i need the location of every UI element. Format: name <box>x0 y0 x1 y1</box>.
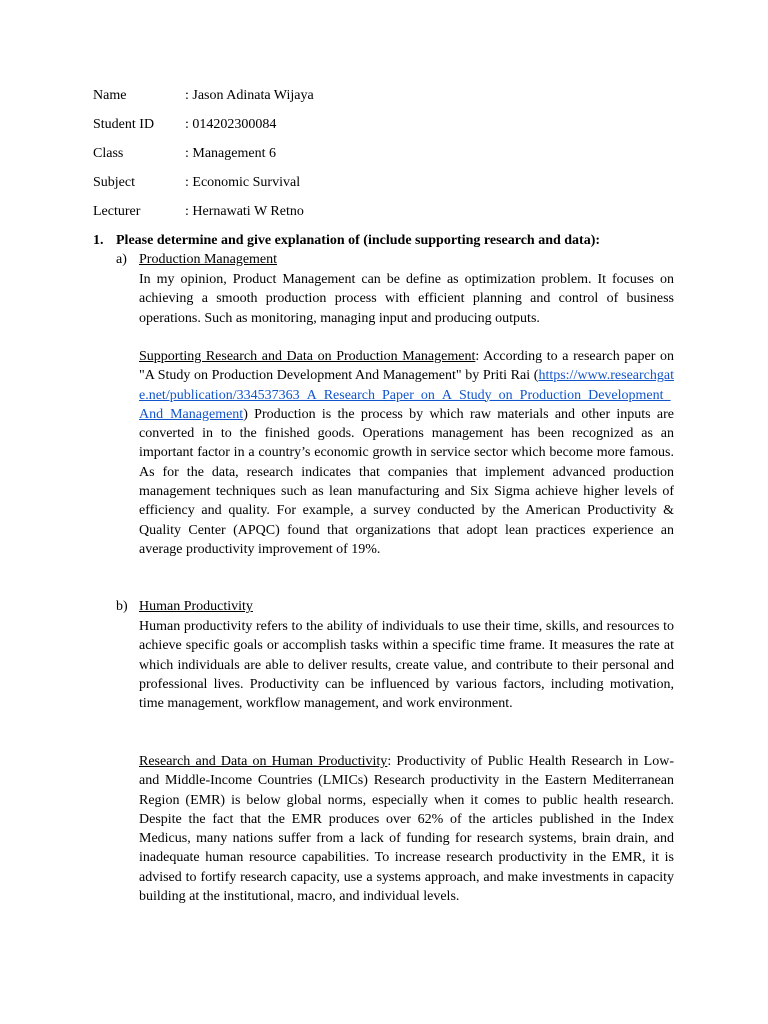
name-value: : Jason Adinata Wijaya <box>185 88 314 103</box>
name-label: Name <box>93 88 127 103</box>
section-a-title: Production Management <box>139 252 278 267</box>
section-b-research-body: : Productivity of Public Health Research in Low- and Middle-Income Countries (LMICs) Research productivity in the Eastern Mediterranean Region (EMR) is below global norms, especially when it comes to public health research. Despite the fact that the EMR produces over 62% of the articles published in the Index Medicus, many nations suffer from a lack of funding for research systems, brain drain, and inadequate human resource capabilities. To increase research productivity in the EMR, it is advised to fortify research capacity, use a systems approach, and make investments in capacity building at the institutional, macro, and individual levels. <box>139 754 674 905</box>
student-id-label: Student ID <box>93 117 155 132</box>
section-b-marker: b) <box>116 599 128 614</box>
class-value: : Management 6 <box>185 146 276 161</box>
lecturer-value: : Hernawati W Retno <box>185 204 304 219</box>
info-row-name <box>93 86 314 106</box>
student-id-value: : 014202300084 <box>185 117 277 132</box>
section-a-research-body: ) Production is the process by which raw materials and other inputs are converted in to the finished goods. Operations management has been recognized as an important factor in a country’s economic growth in service sector which become more famous. As for the data, research indicates that companies that implement advanced production management techniques such as lean manufacturing and Six Sigma achieve higher levels of efficiency and quality. For example, a survey conducted by the American Productivity & Quality Center (APQC) found that organizations that adopt lean practices experience an average productivity improvement of 19%. <box>139 406 674 557</box>
section-b-title: Human Productivity <box>139 599 253 614</box>
subject-value: : Economic Survival <box>185 175 301 190</box>
info-row-lecturer <box>93 202 304 222</box>
section-a-paragraph: In my opinion, Product Management can be define as optimization problem. It focuses on achieving a smooth production process with efficient planning and control of business operations. Such as monitoring, managing input and producing outputs. <box>139 272 674 326</box>
section-a-research-heading: Supporting Research and Data on Production Management <box>139 349 476 364</box>
section-a-research-intro: : According to a research paper on "A Study on Production Development And Management" by Priti Rai ( <box>139 349 675 384</box>
section-a-marker: a) <box>116 252 127 267</box>
section-b-paragraph: Human productivity refers to the ability of individuals to use their time, skills, and resources to achieve specific goals or accomplish tasks within a specific time frame. It measures the rate at which individuals are able to deliver results, create value, and contribute to their personal and professional lives. Productivity can be influenced by various factors, including motivation, time management, workflow management, and work environment. <box>139 619 674 712</box>
subject-label: Subject <box>93 175 135 190</box>
section-b-research-paragraph <box>139 752 674 906</box>
question-number: 1. <box>93 233 104 248</box>
question-heading <box>93 231 600 251</box>
section-a-research-paragraph <box>139 347 674 559</box>
research-paper-link[interactable]: https://www.researchgate.net/publication/334537363_A_Research_Paper_on_A_Study_on_Production_Development_And_Management <box>139 368 674 422</box>
info-row-subject <box>93 173 300 193</box>
question-text: Please determine and give explanation of (include supporting research and data): <box>116 233 601 248</box>
info-row-class <box>93 144 276 164</box>
info-row-student-id <box>93 115 276 135</box>
lecturer-label: Lecturer <box>93 204 141 219</box>
class-label: Class <box>93 146 124 161</box>
section-b-research-heading: Research and Data on Human Productivity <box>139 754 388 769</box>
